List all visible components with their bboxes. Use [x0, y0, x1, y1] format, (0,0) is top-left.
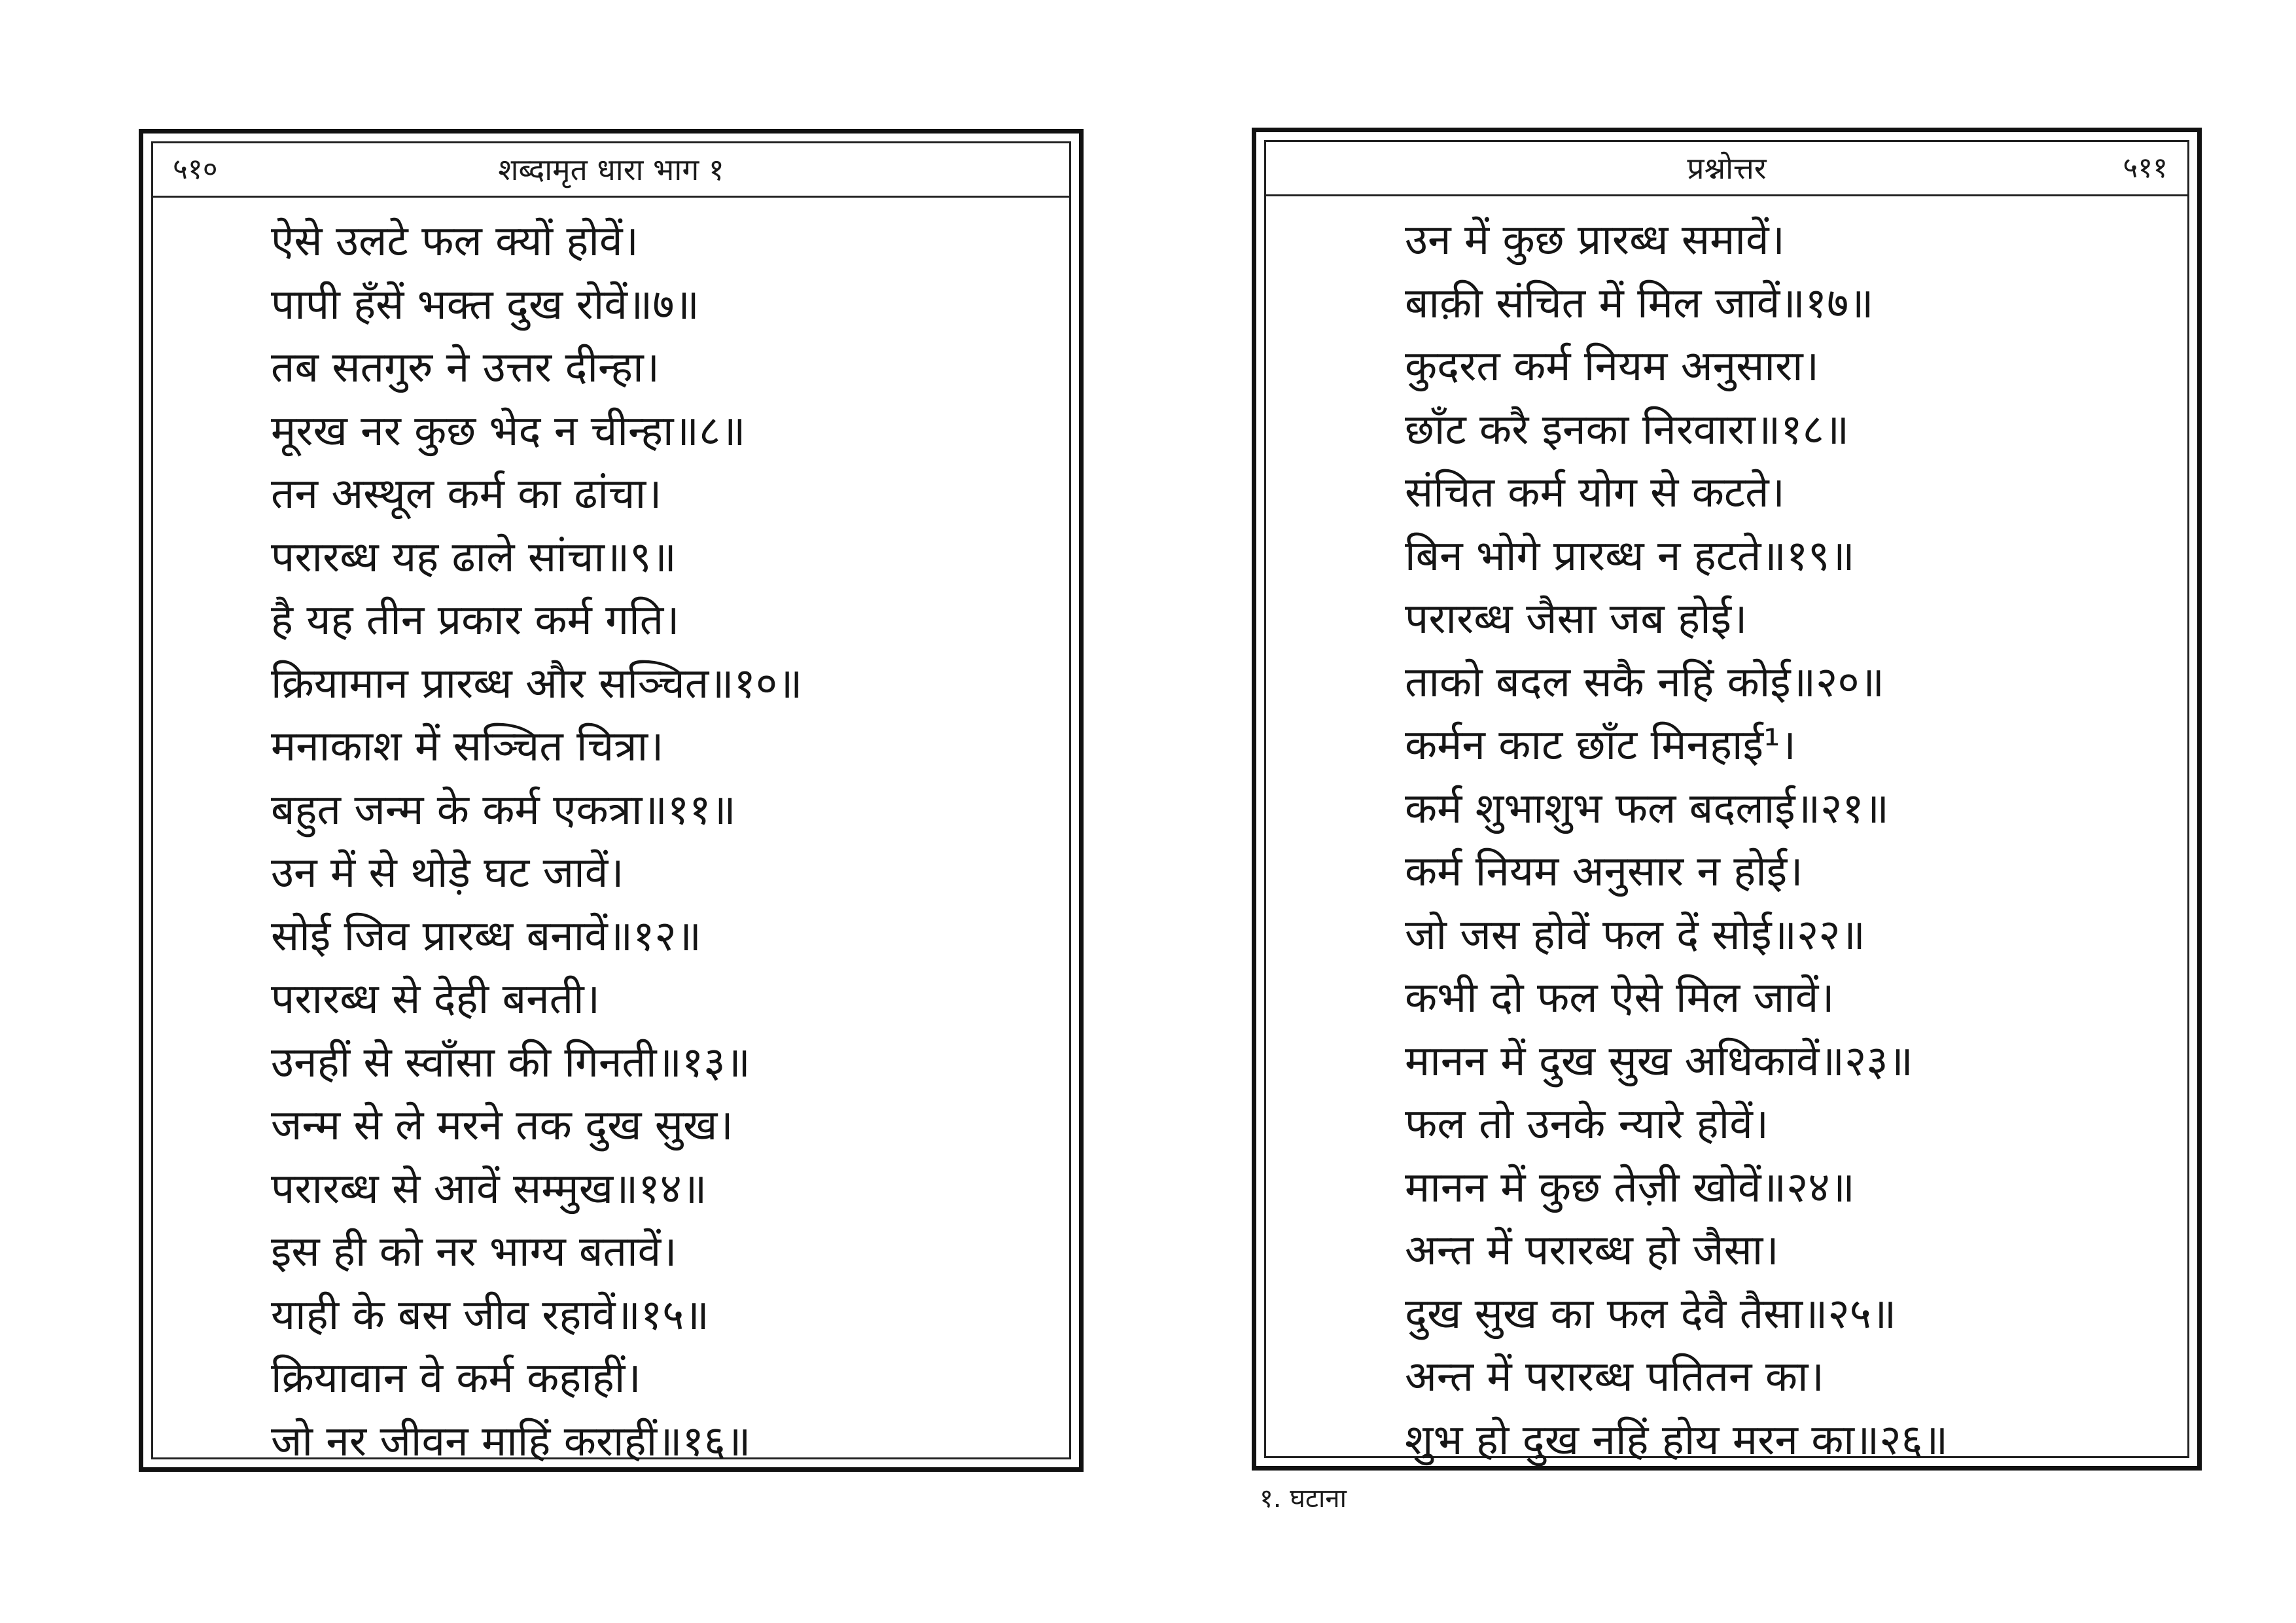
verse-line: दुख सुख का फल देवै तैसा॥२५॥	[1405, 1289, 1897, 1338]
verse-line: कभी दो फल ऐसे मिल जावें।	[1405, 974, 1835, 1022]
verse-line: ऐसे उलटे फल क्यों होवें।	[271, 217, 639, 266]
verse-line: सोई जिव प्रारब्ध बनावें॥१२॥	[271, 912, 702, 961]
verse-line: कर्म नियम अनुसार न होई।	[1405, 847, 1803, 896]
left-page-number: ५१०	[173, 152, 218, 186]
verse-line: मनाकाश में सञ्चित चित्रा।	[271, 722, 664, 771]
verse-line: बाक़ी संचित में मिल जावें॥१७॥	[1405, 279, 1874, 328]
verse-line: परारब्ध से देही बनती।	[271, 975, 600, 1024]
left-running-title: शब्दामृत धारा भाग १	[498, 152, 724, 187]
verse-line: तन अस्थूल कर्म का ढांचा।	[271, 470, 662, 518]
verse-line: अन्त में परारब्ध हो जैसा।	[1405, 1226, 1779, 1275]
right-page-frame	[1264, 140, 2189, 1465]
right-page	[1252, 128, 2202, 1471]
verse-line: याही के बस जीव रहावें॥१५॥	[271, 1291, 709, 1340]
verse-line: अन्त में परारब्ध पतितन का।	[1405, 1353, 1824, 1401]
verse-line: है यह तीन प्रकार कर्म गति।	[271, 596, 680, 645]
left-page-header	[153, 143, 1069, 198]
verse-line: परारब्ध से आवें सम्मुख॥१४॥	[271, 1164, 707, 1213]
verse-line: जो जस होवें फल दें सोई॥२२॥	[1405, 910, 1865, 959]
verse-line: जो नर जीवन माहिं कराहीं॥१६॥	[271, 1417, 751, 1466]
verse-line: उनहीं से स्वाँसा की गिनती॥१३॥	[271, 1038, 751, 1087]
verse-line: तब सतगुरु ने उत्तर दीन्हा।	[271, 344, 660, 392]
right-page-number: ५११	[2123, 151, 2168, 185]
verse-line: उन में कुछ प्रारब्ध समावें।	[1405, 216, 1785, 264]
verse-line: ताको बदल सकै नहिं कोई॥२०॥	[1405, 658, 1884, 707]
verse-line: बिन भोगे प्रारब्ध न हटते॥१९॥	[1405, 531, 1855, 580]
verse-line: इस ही को नर भाग्य बतावें।	[271, 1228, 677, 1276]
verse-line: क्रियावान वे कर्म कहाहीं।	[271, 1354, 641, 1402]
left-page-frame	[151, 141, 1071, 1466]
verse-line: मानन में कुछ तेज़ी खोवें॥२४॥	[1405, 1163, 1855, 1212]
right-running-title: प्रश्नोत्तर	[1687, 151, 1767, 186]
verse-line: फल तो उनके न्यारे होवें।	[1405, 1100, 1769, 1149]
verse-line: छाँट करै इनका निरवारा॥१८॥	[1405, 405, 1850, 454]
verse-line: मानन में दुख सुख अधिकावें॥२३॥	[1405, 1037, 1913, 1086]
verse-line: जन्म से ले मरने तक दुख सुख।	[271, 1101, 733, 1150]
verse-line: कर्मन काट छाँट मिनहाई¹।	[1405, 721, 1796, 770]
verse-line: कर्म शुभाशुभ फल बदलाई॥२१॥	[1405, 784, 1889, 833]
verse-line: बहुत जन्म के कर्म एकत्रा॥११॥	[271, 785, 736, 834]
verse-line: क्रियामान प्रारब्ध और सञ्चित॥१०॥	[271, 659, 803, 708]
verse-line: उन में से थोड़े घट जावें।	[271, 849, 624, 897]
right-verse-list	[1405, 209, 2128, 1472]
verse-line: परारब्ध जैसा जब होई।	[1405, 595, 1748, 643]
verse-line: परारब्ध यह ढाले सांचा॥९॥	[271, 533, 677, 582]
verse-line: शुभ हो दुख नहिं होय मरन का॥२६॥	[1405, 1416, 1949, 1465]
verse-line: पापी हँसें भक्त दुख रोवें॥७॥	[271, 280, 699, 329]
verse-line: कुदरत कर्म नियम अनुसारा।	[1405, 342, 1819, 391]
left-verse-list	[271, 210, 991, 1473]
left-page	[139, 129, 1084, 1472]
footnote: १. घटाना	[1260, 1484, 1347, 1514]
verse-line: मूरख नर कुछ भेद न चीन्हा॥८॥	[271, 406, 746, 455]
verse-line: संचित कर्म योग से कटते।	[1405, 469, 1785, 517]
right-page-header	[1266, 142, 2187, 196]
